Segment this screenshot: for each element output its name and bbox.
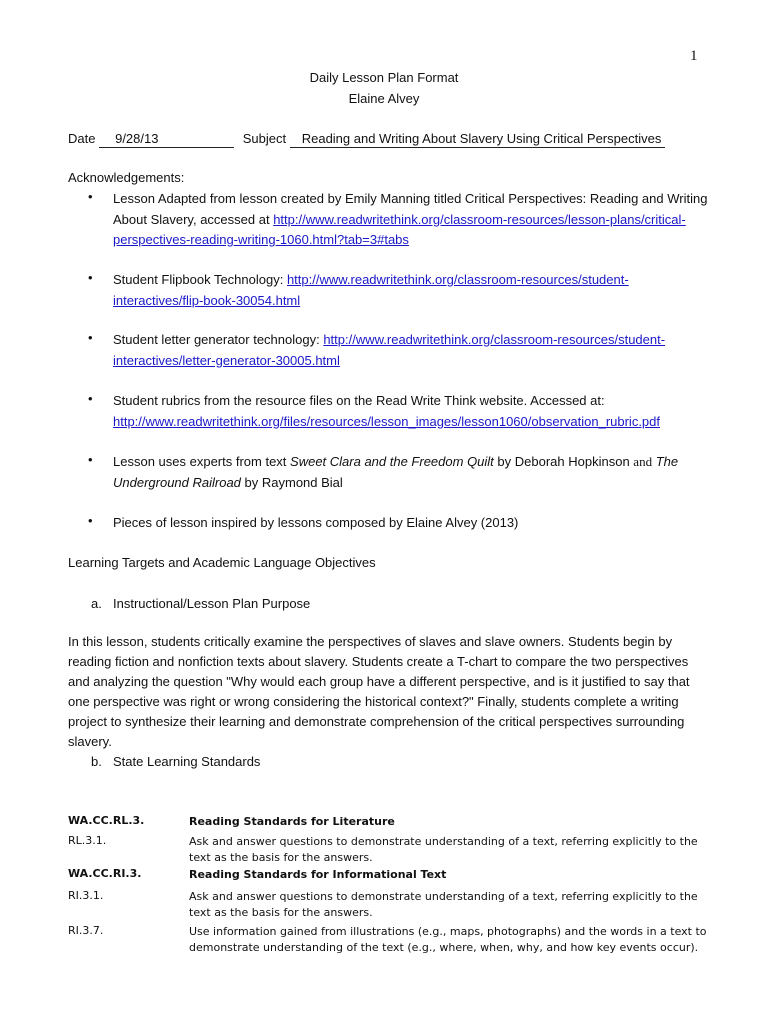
ack-item-2-link[interactable]: http://www.readwritethink.org/classroom-resources/student-interactives/flip-book-30054.html	[113, 272, 629, 308]
ack-item-5-and: and	[633, 454, 653, 469]
ack-item-3	[113, 330, 713, 371]
ack-item-4	[113, 391, 713, 432]
ack-item-1-link[interactable]: http://www.readwritethink.org/classroom-resources/lesson-plans/critical-perspectives-reading-writing-1060.html?tab=3#tabs	[113, 211, 686, 247]
book-title-underground-railroad: The Underground Railroad	[113, 454, 679, 490]
date-label: Date	[68, 131, 96, 146]
ack-item-5-by2: by Raymond Bial	[240, 474, 343, 490]
bullet-icon: •	[88, 330, 93, 345]
document-author: Elaine Alvey	[348, 91, 420, 106]
bullet-icon: •	[88, 513, 93, 528]
ack-item-4-text: Student rubrics from the resource files on the Read Write Think website. Accessed at:	[113, 393, 605, 408]
ack-item-5	[113, 452, 713, 493]
section-a-heading: Instructional/Lesson Plan Purpose	[113, 596, 311, 611]
bullet-icon: •	[88, 391, 93, 406]
subject-value: Reading and Writing About Slavery Using Critical Perspectives	[290, 131, 665, 148]
date-value: 9/28/13	[99, 131, 234, 148]
standard-code: RL.3.1.	[68, 834, 107, 847]
section-b-label: b.	[91, 754, 102, 769]
bullet-icon: •	[88, 270, 93, 285]
ack-item-3-text: Student letter generator technology:	[113, 332, 324, 347]
standard-text: Ask and answer questions to demonstrate understanding of a text, referring explicitly to the text as the basis for the answers.	[189, 835, 698, 864]
learning-targets-heading: Learning Targets and Academic Language Objectives	[68, 555, 376, 570]
page-number: 1	[690, 48, 698, 64]
book-title-sweet-clara: Sweet Clara and the Freedom Quilt	[290, 454, 494, 469]
ack-item-3-link[interactable]: http://www.readwritethink.org/classroom-resources/student-interactives/letter-generator-30005.html	[113, 332, 666, 368]
ack-item-1-text: Lesson Adapted from lesson created by Emily Manning titled Critical Perspectives: Reading and Writing About Slavery, accessed at	[113, 191, 708, 227]
acknowledgements-heading: Acknowledgements:	[68, 170, 185, 185]
ack-item-5-by1: by Deborah Hopkinson	[493, 454, 634, 469]
standard-code: WA.CC.RL.3.	[68, 814, 145, 827]
date-subject-row	[68, 129, 665, 148]
ack-item-2	[113, 270, 713, 311]
standard-code: RI.3.1.	[68, 889, 104, 902]
document-title: Daily Lesson Plan Format	[309, 70, 459, 85]
standard-code: RI.3.7.	[68, 924, 104, 937]
standard-text: Use information gained from illustrations (e.g., maps, photographs) and the words in a text to demonstrate understanding of the text (e.g., where, when, why, and how key events occur).	[189, 925, 707, 954]
bullet-icon: •	[88, 452, 93, 467]
ack-item-5-pre: Lesson uses experts from text	[113, 454, 291, 469]
ack-item-4-link[interactable]: http://www.readwritethink.org/files/resources/lesson_images/lesson1060/observation_rubric.pdf	[113, 413, 661, 429]
ack-item-1	[113, 189, 713, 251]
standard-text: Ask and answer questions to demonstrate understanding of a text, referring explicitly to the text as the basis for the answers.	[189, 890, 698, 919]
bullet-icon: •	[88, 189, 93, 204]
ack-item-2-text: Student Flipbook Technology:	[113, 272, 287, 287]
standard-code: WA.CC.RI.3.	[68, 867, 142, 880]
section-b-heading: State Learning Standards	[113, 754, 261, 769]
subject-label: Subject	[242, 131, 287, 146]
section-a-label: a.	[91, 596, 102, 611]
purpose-paragraph: In this lesson, students critically examine the perspectives of slaves and slave owners. Students begin by reading fiction and nonfiction texts about slavery. Students create a T-chart to compare the two perspectives and analyzing the question "Why would each group have a different perspective, and is it justified to say that one perspective was right or wrong considering the historical context?" Finally, students complete a writing project to synthesize their learning and demonstrate comprehension of the critical perspectives surrounding slavery.	[68, 634, 690, 749]
standard-text: Reading Standards for Literature	[189, 815, 395, 828]
standard-text: Reading Standards for Informational Text	[189, 868, 447, 881]
ack-item-6: Pieces of lesson inspired by lessons composed by Elaine Alvey (2013)	[113, 515, 519, 530]
